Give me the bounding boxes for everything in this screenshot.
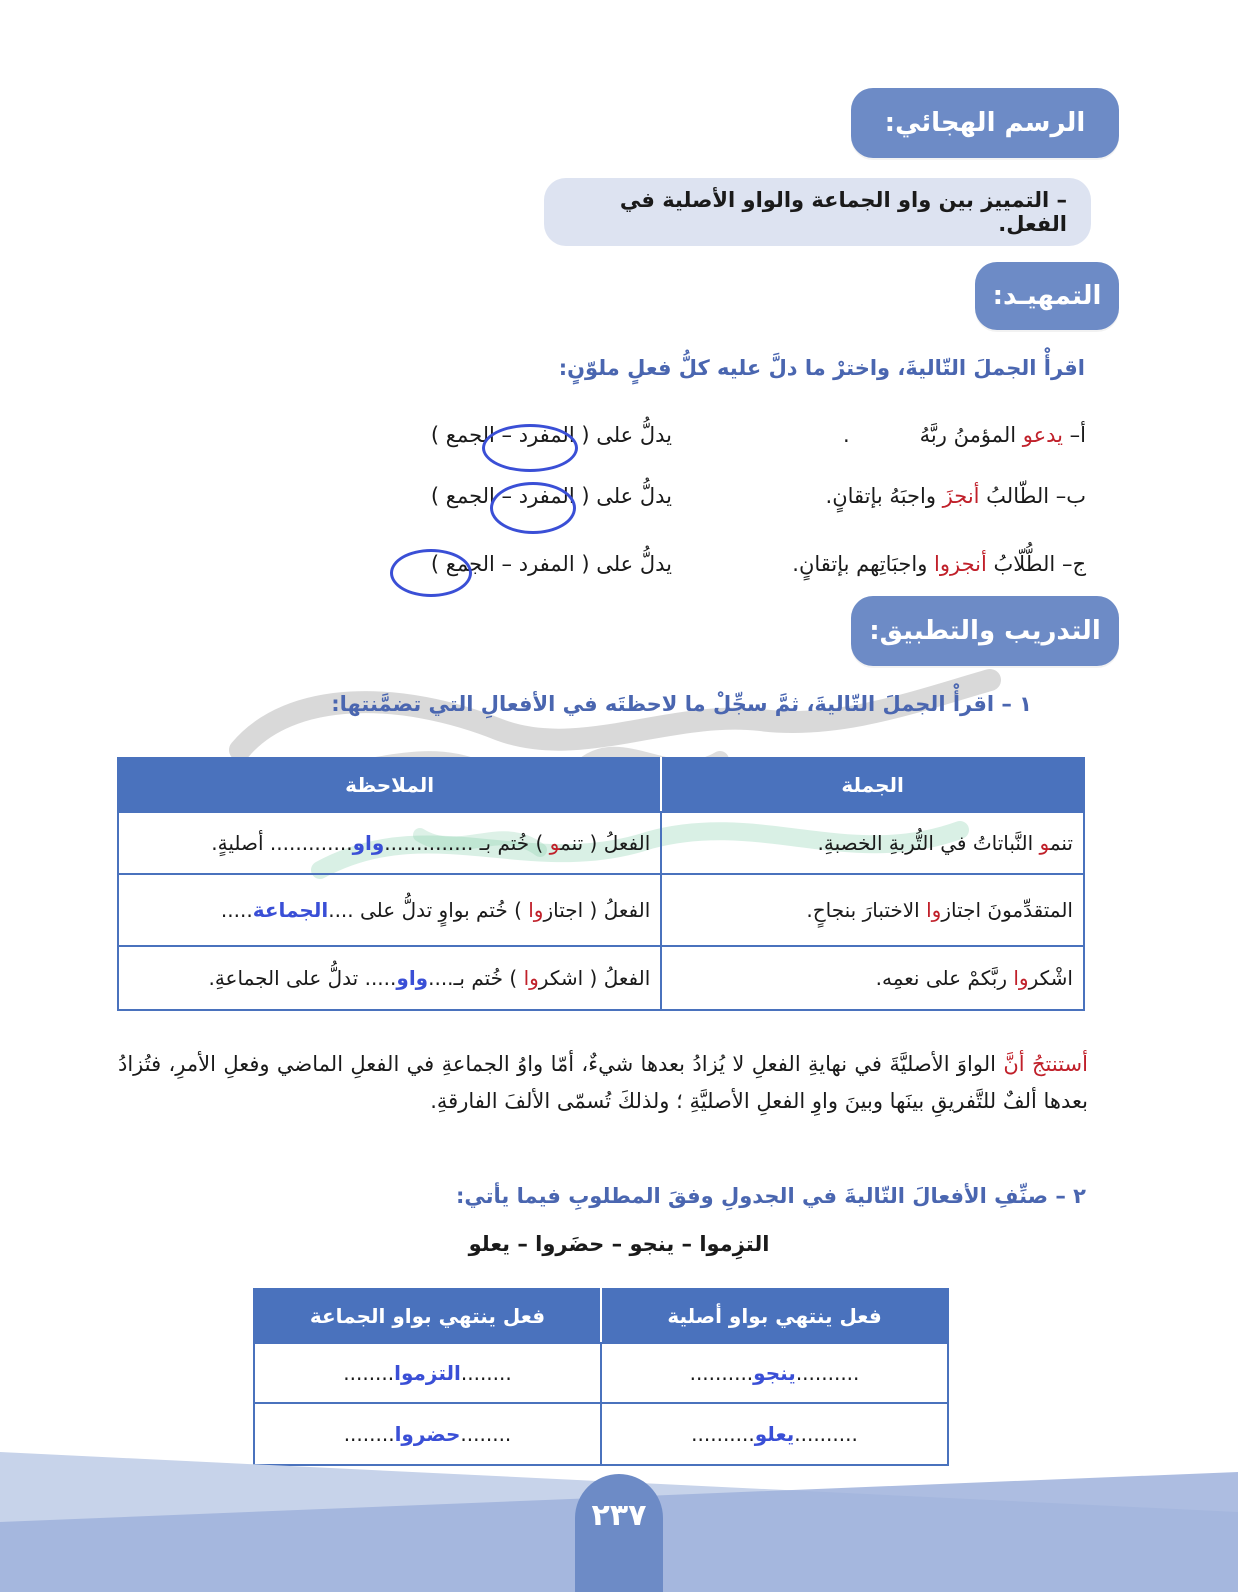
table-cell-sentence: المتقدِّمونَ اجتازوا الاختبارَ بنجاحٍ. — [661, 874, 1084, 946]
table-cell-group: ........حضروا........ — [254, 1403, 601, 1465]
table-cell-note: الفعلُ ( تنمو ) خُتم بـ ..............واو............. أصليةٍ. — [118, 812, 661, 874]
table-cell-group: ........التزموا........ — [254, 1343, 601, 1403]
intro-choice-b: يدلُّ على ( المفرد – الجمع ) — [430, 484, 672, 508]
selection-circle — [482, 424, 578, 472]
heading-intro: التمهيـد: — [975, 262, 1119, 330]
intro-choice-a: يدلُّ على ( المفرد – الجمع ) — [430, 423, 672, 447]
heading-practice: التدريب والتطبيق: — [851, 596, 1119, 666]
selection-circle — [390, 549, 472, 597]
intro-item-b: ب– الطّالبُ أنجزَ واجبَهُ بإتقانٍ. — [825, 484, 1086, 508]
column-header-group-waw: فعل ينتهي بواو الجماعة — [254, 1289, 601, 1343]
table-cell-note: الفعلُ ( اجتازوا ) خُتم بواوٍ تدلُّ على ....الجماعة..... — [118, 874, 661, 946]
column-header-note: الملاحظة — [118, 758, 661, 812]
exercise2-table — [253, 1288, 949, 1466]
table-cell-original: ..........يعلو.......... — [601, 1403, 948, 1465]
table-cell-note: الفعلُ ( اشكروا ) خُتم بـ....واو..... تدلُّ على الجماعةِ. — [118, 946, 661, 1010]
heading-spelling: الرسم الهجائي: — [851, 88, 1119, 158]
table-cell-original: ..........ينجو.......... — [601, 1343, 948, 1403]
column-header-original-waw: فعل ينتهي بواو أصلية — [601, 1289, 948, 1343]
exercise1-instruction: ١ – اقرأْ الجملَ التّاليةَ، ثمَّ سجِّلْ ما لاحظتَه في الأفعالِ التي تضمَّنتها: — [331, 692, 1032, 716]
column-header-sentence: الجملة — [661, 758, 1084, 812]
table-cell-sentence: تنمو النَّباتاتُ في التُّربةِ الخصبةِ. — [661, 812, 1084, 874]
intro-item-a: أ– يدعو المؤمنُ ربَّهُ. — [842, 423, 1086, 447]
table-cell-sentence: اشْكروا ربَّكمْ على نعمِه. — [661, 946, 1084, 1010]
exercise2-instruction: ٢ – صنِّفِ الأفعالَ التّاليةَ في الجدولِ وفقَ المطلوبِ فيما يأتي: — [456, 1184, 1086, 1208]
intro-choice-c: يدلُّ على ( المفرد – الجمع ) — [430, 552, 672, 576]
exercise2-word-list: التزِموا – ينجو – حضَروا – يعلو — [468, 1232, 770, 1256]
page-number: ٢٣٧ — [575, 1474, 663, 1592]
selection-circle — [490, 482, 576, 534]
exercise1-table — [117, 757, 1085, 1011]
intro-instruction: اقرأْ الجملَ التّاليةَ، واخترْ ما دلَّ عليه كلُّ فعلٍ ملوّنٍ: — [558, 356, 1085, 380]
conclusion-paragraph: أستنتجُ أنَّ الواوَ الأصليَّةَ في نهايةِ الفعلِ لا يُزادُ بعدها شيءٌ، أمّا واوُ الجماعةِ في الفعلِ الماضي وفعلِ الأمرِ، فتُزادُ بعدها ألفٌ للتَّفريقِ بينَها وبينَ واوِ الفعلِ الأصليَّةِ ؛ ولذلكَ تُسمّى الألفَ الفارقةِ. — [118, 1052, 1088, 1113]
intro-item-c: ج– الطُّلّابُ أنجزوا واجبَاتِهم بإتقانٍ. — [792, 552, 1086, 576]
lesson-goal: – التمييز بين واو الجماعة والواو الأصلية في الفعل. — [544, 178, 1091, 246]
